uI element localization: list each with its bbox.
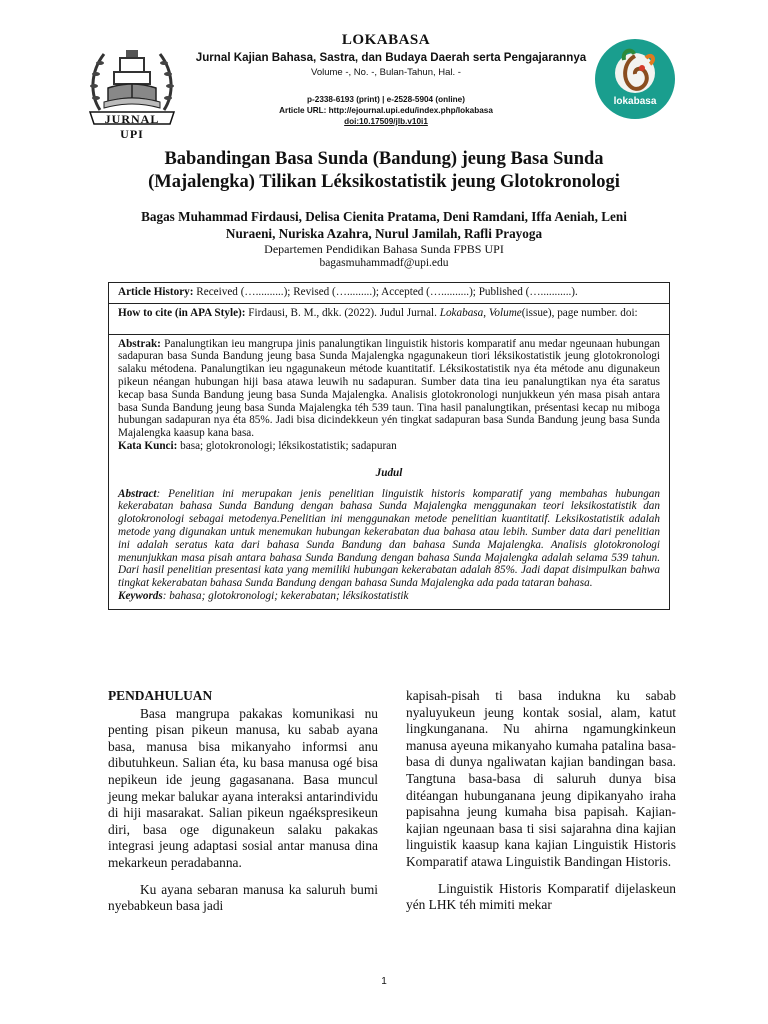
cite-text-a: Firdausi, B. M., dkk. (2022). Judul Jurnal.	[248, 306, 437, 319]
lokabasa-emblem-icon	[594, 38, 676, 120]
journal-header-text	[180, 30, 592, 127]
judul-heading: Judul	[375, 466, 403, 479]
right-logo-text: lokabasa	[613, 96, 657, 107]
left-logo-text: JURNAL UPI	[104, 112, 160, 141]
author-email[interactable]: bagasmuhammadf@upi.edu	[319, 257, 449, 269]
jurnal-upi-logo	[86, 40, 178, 141]
volume-line: Volume -, No. -, Bulan-Tahun, Hal. -	[311, 67, 461, 78]
body-column-left	[108, 688, 378, 925]
keywords-text: : bahasa; glotokronologi; kekerabatan; léksikostatistik	[162, 589, 409, 602]
cite-sep: ,	[483, 306, 487, 319]
article-title	[60, 148, 708, 194]
article-url-link[interactable]: Article URL: http://ejournal.upi.edu/index.php/lokabasa	[279, 106, 493, 115]
paragraph: Basa mangrupa pakakas komunikasi nu penting pisan pikeun manusa, ku sabab ayana basa, manusa bisa mikanyaho informsi anu dibutuhkeun. Salian éta, ku basa manusa ogé bisa nepikeun ide jeung gagasanana. Basa muncul jeung mekar balukar ayana interaksi antarindividu di hiji masarakat. Salian pikeun ngaékspresikeun diri, basa oge digunakeun salaku pakakas integrasi jeung adaptasi sosial antar manusa dina mekarkeun peradabanna.	[108, 705, 378, 870]
paragraph: kapisah-pisah ti basa indukna ku sabab nyaluyukeun jeung kontak sosial, alam, katut lingkunganana. Nu ahirna ngamungkinkeun manusa ayeuna mikanyaho kumaha patalina basa-basa di dunya ngaliwatan kajian bandingan basa. Tangtuna basa-basa di saluruh dunya bisa ditéangan hubunganana jeung dipikanyaho iraha papisahna jeung kumaha bisa papisah. Kajian-kajian ngeunaan basa ti sisi sajarahna dina kajian linguistik kaasup kana kajian Linguistik Historis Komparatif atawa Linguistik Bandingan Historis.	[406, 688, 676, 869]
journal-subtitle: Jurnal Kajian Bahasa, Sastra, dan Budaya Daerah serta Pengajarannya	[195, 51, 587, 64]
authors-line-1: Bagas Muhammad Firdausi, Delisa Cienita Pratama, Deni Ramdani, Iffa Aeniah, Leni	[141, 209, 627, 224]
cite-volume: Volume	[488, 306, 522, 319]
page-number: 1	[381, 976, 387, 987]
abstrak-label: Abstrak:	[118, 337, 161, 350]
authors-line-2: Nuraeni, Nuriska Azahra, Nurul Jamilah, Rafli Prayoga	[225, 226, 543, 241]
cite-journal: Lokabasa	[439, 306, 484, 319]
lokabasa-logo	[594, 38, 676, 120]
article-info-box	[108, 282, 670, 610]
abstrak-text: Panalungtikan ieu mangrupa jinis panalungtikan linguistik historis komparatif anu medar ngeunaan hubungan sadapuran basa Sunda Bandung jeung basa Sunda Majalengka ngagunakeun tiori léksikostatistik jeung glotokronologi salaku métodena. Panalungtikan ieu ngagunakeun métode kuantitatif. Léksikostatistik nya éta métode anu digunakeun pikeun néangan hubungan hiji basa atawa leuwih nu sadapuran. Sumber data tina ieu panalungtikan nya éta saratus kecap basa Sunda Bandung jeung basa Sunda Majalengka. Analisis glotokronologi nunjukkeun yén masa pisah antara basa Sunda Bandung jeung basa Sunda Majalengka téh 539 taun. Tina hasil panalungtikan, présentasi kecap nu miboga hubungan sadapuran nya éta 85%. Jadi bisa dicindekkeun yén tingkat sadapuran basa Sunda Bandung jeung basa Sunda Majalengka kaasup kana basa.	[118, 337, 661, 440]
keywords-label: Keywords	[118, 589, 163, 602]
kata-kunci-text: basa; glotokronologi; léksikostatistik; sadapuran	[180, 439, 397, 452]
doi-link[interactable]: doi:10.17509/jlb.v10i1	[344, 117, 428, 126]
issn-line: p-2338-6193 (print) | e-2528-5904 (online)	[307, 95, 465, 104]
paragraph: Ku ayana sebaran manusa ka saluruh bumi nyebabkeun basa jadi	[108, 881, 378, 914]
body-column-right	[406, 688, 676, 924]
abstract-text: : Penelitian ini merupakan jenis penelitian linguistik historis komparatif yang membahas hubungan kekerabatan bahasa Sunda Bandung dengan bahasa Sunda Majalengka menggunakan teori leksikostatistik dan glotokronologi sebagai metodenya.Penelitian ini menggunakan metode penelitian kuantitatif. Leksikostatistik adalah metode yang digunakan untuk menemukan hubungan kekerabatan dua bahasa atau lebih. Sumber data dari penelitian ini adalah seratus kata dari bahasa Sunda Bandung dan bahasa Sunda Majalengka. Analisis glotokronologi menunjukkan masa pisah antara bahasa Sunda Bandung dengan bahasa Sunda Majalengka adalah selama 539 tahun. Dari hasil penelitian presentasi kata yang memiliki hubungan kekerabatan adalah 85%. Jadi dapat disimpulkan bahwa tingkat kekerabatan bahasa Sunda Bandung dengan bahasa Sunda Majalengka ada pada tataran bahasa.	[118, 487, 660, 590]
journal-name: LOKABASA	[341, 32, 431, 48]
abstrak-paragraph	[118, 338, 660, 440]
cite-label: How to cite (in APA Style):	[118, 306, 246, 319]
how-to-cite-row	[109, 304, 669, 335]
history-values: Received (…..........); Revised (….........); Accepted (…..........); Published (…...........).	[196, 286, 578, 298]
abstract-paragraph	[118, 488, 660, 590]
author-list	[70, 208, 698, 242]
kata-kunci-label: Kata Kunci:	[118, 439, 178, 452]
abstract-label: Abstract	[118, 487, 157, 500]
paragraph: Linguistik Historis Komparatif dijelaskeun yén LHK téh mimiti mekar	[406, 880, 676, 913]
section-heading: PENDAHULUAN	[108, 688, 213, 703]
title-line-2: (Majalengka) Tilikan Léksikostatistik jeung Glotokronologi	[148, 172, 620, 192]
article-history-row	[109, 283, 669, 304]
cite-text-b: (issue), page number. doi:	[521, 306, 638, 319]
kata-kunci	[118, 440, 660, 453]
affiliation: Departemen Pendidikan Bahasa Sunda FPBS UPI	[264, 242, 504, 256]
title-line-1: Babandingan Basa Sunda (Bandung) jeung Basa Sunda	[164, 149, 604, 169]
history-label: Article History:	[118, 286, 194, 298]
journal-header	[0, 30, 768, 140]
abstract-row	[109, 335, 669, 609]
keywords	[118, 590, 660, 603]
